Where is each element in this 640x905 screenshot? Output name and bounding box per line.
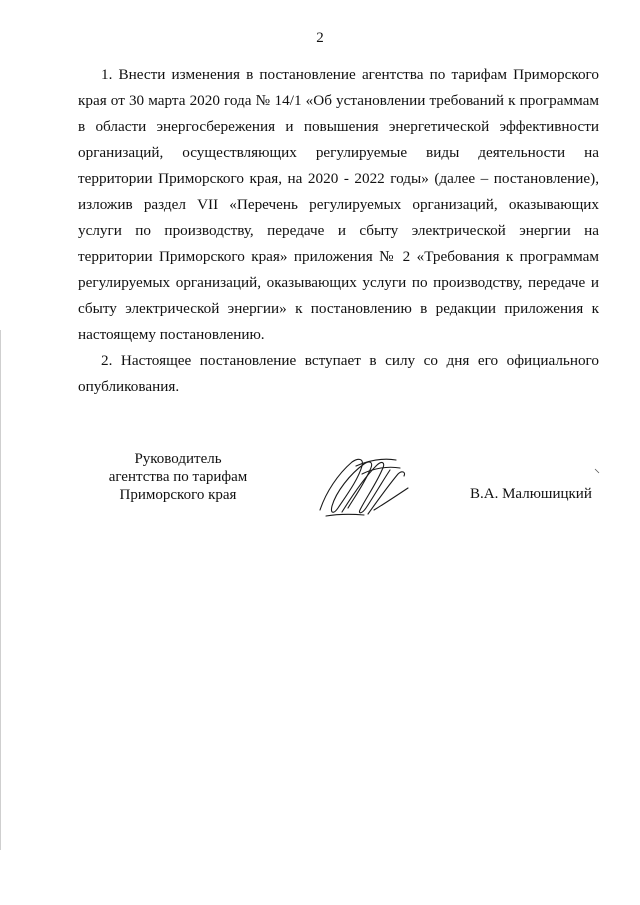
scan-edge-line xyxy=(0,330,1,850)
signatory-position-line-2: агентства по тарифам xyxy=(108,469,248,485)
signatory-position-line-3: Приморского края xyxy=(119,487,237,503)
signatory-position xyxy=(88,450,268,504)
handwritten-signature xyxy=(312,452,412,522)
paragraph-1: 1. Внести изменения в постановление агентства по тарифам Приморского края от 30 марта 2020 года № 14/1 «Об установлении требований к программам в области энергосбережения и повышения энергетической эффективности организаций, осуществляющих регулируемые виды деятельности на территории Приморского края, на 2020 - 2022 годы» (далее – постановление), изложив раздел VII «Перечень регулируемых организаций, оказывающих услуги по производству, передаче и сбыту электрической энергии на территории Приморского края» приложения № 2 «Требования к программам регулируемых организаций, оказывающих услуги по производству, передаче и сбыту электрической энергии» к постановлению в редакции приложения к настоящему постановлению. xyxy=(78,66,599,343)
signature-block xyxy=(0,450,640,530)
document-body xyxy=(78,62,599,400)
signatory-position-line-1: Руководитель xyxy=(134,451,222,467)
page-number: 2 xyxy=(316,30,324,46)
scan-speck xyxy=(594,468,600,474)
signatory-name: В.А. Малюшицкий xyxy=(470,486,592,502)
paragraph-2: 2. Настоящее постановление вступает в силу со дня его официального опубликования. xyxy=(78,352,599,395)
